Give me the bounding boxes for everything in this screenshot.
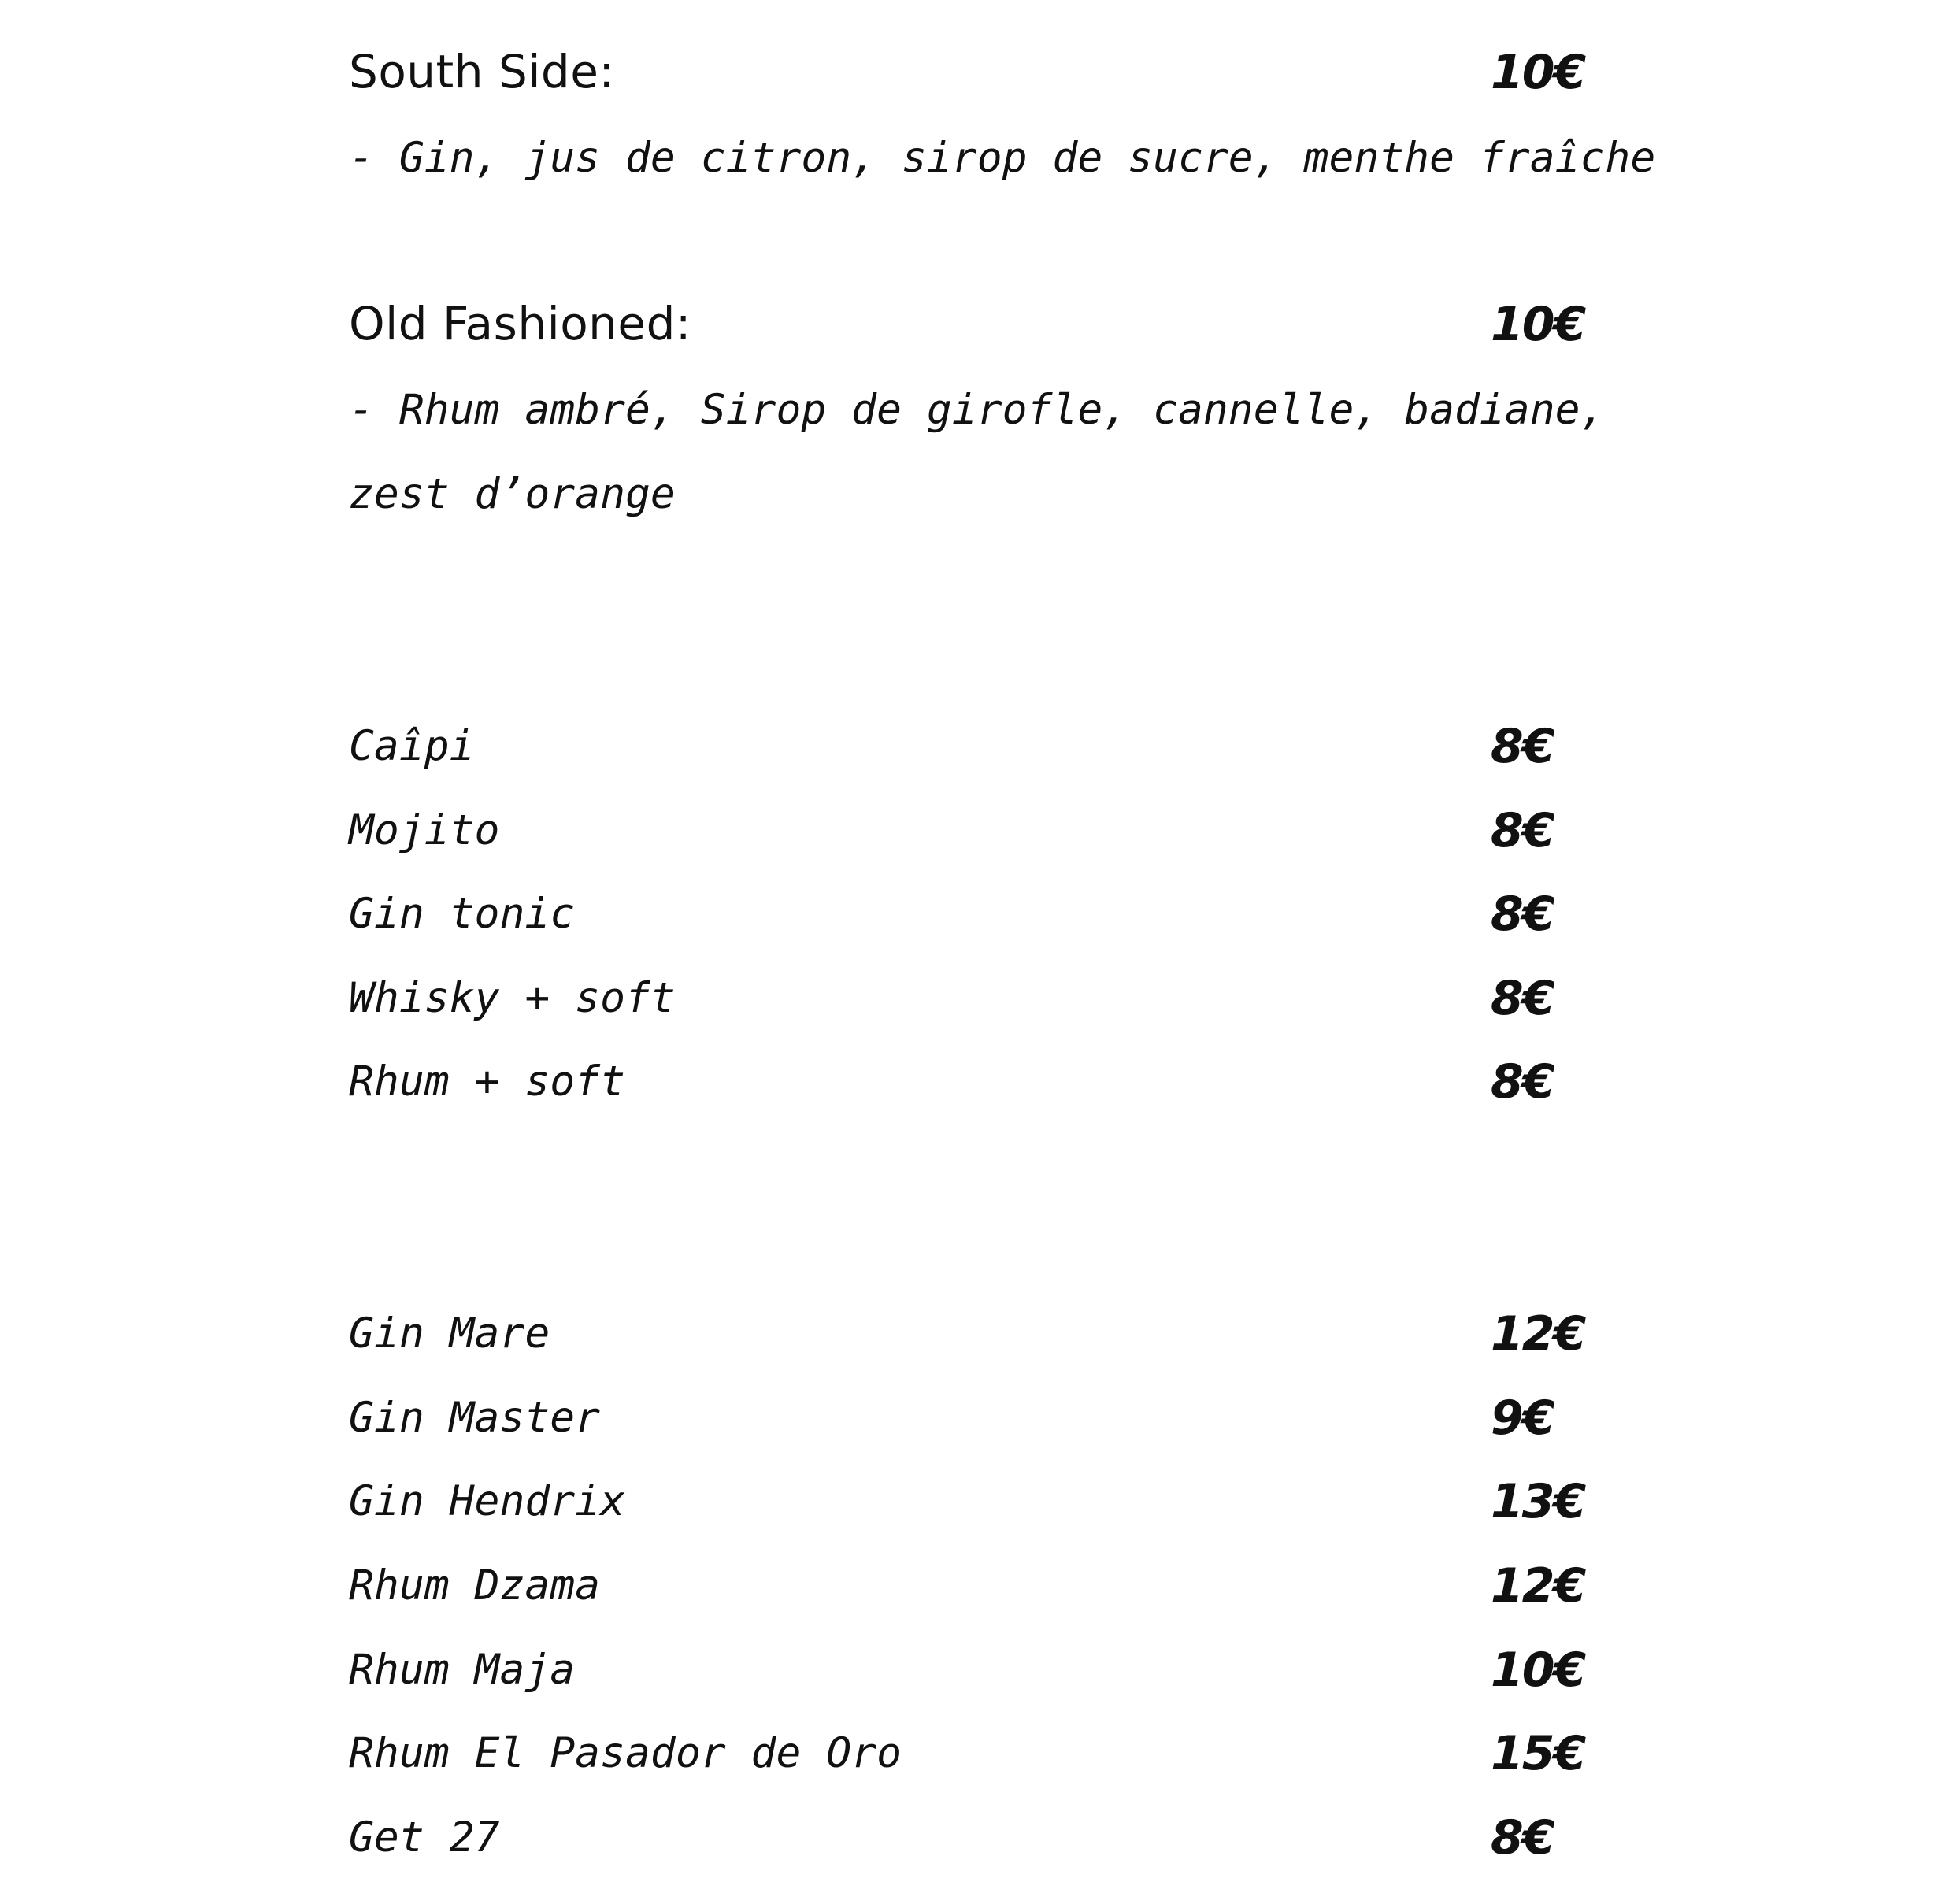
spirit-item-name: Rhum Maja — [349, 1646, 576, 1694]
classic-item-name: Whisky + soft — [349, 974, 676, 1022]
cocktail-ingredients-old-fashioned-line2: zest d’orange — [349, 470, 676, 518]
cocktail-name-south-side: South Side: — [349, 45, 615, 98]
classic-item-name: Rhum + soft — [349, 1058, 625, 1106]
spirit-item-price: 9€ — [1491, 1391, 1554, 1446]
classic-item-price: 8€ — [1491, 1054, 1554, 1109]
classic-item-name: Caîpi — [349, 722, 475, 770]
spirit-item-price: 12€ — [1491, 1306, 1585, 1361]
spirit-item-price: 8€ — [1491, 1810, 1554, 1865]
cocktail-ingredients-old-fashioned-line1: - Rhum ambré, Sirop de girofle, cannelle, badiane, — [349, 386, 1606, 434]
classic-item-price: 8€ — [1491, 719, 1554, 774]
cocktail-price-old-fashioned: 10€ — [1491, 297, 1585, 352]
spirit-item-name: Gin Master — [349, 1394, 601, 1442]
spirit-item-price: 13€ — [1491, 1474, 1585, 1529]
cocktail-ingredients-south-side: - Gin, jus de citron, sirop de sucre, menthe fraîche — [349, 134, 1656, 182]
cocktail-name-old-fashioned: Old Fashioned: — [349, 297, 691, 350]
spirit-item-name: Get 27 — [349, 1813, 500, 1862]
spirit-item-price: 15€ — [1491, 1726, 1585, 1781]
classic-item-name: Mojito — [349, 806, 500, 854]
spirit-item-name: Gin Hendrix — [349, 1477, 625, 1525]
classic-item-price: 8€ — [1491, 803, 1554, 858]
spirit-item-price: 12€ — [1491, 1558, 1585, 1613]
spirit-item-name: Gin Mare — [349, 1310, 550, 1358]
classic-item-price: 8€ — [1491, 887, 1554, 942]
spirit-item-name: Rhum Dzama — [349, 1561, 601, 1610]
spirit-item-price: 10€ — [1491, 1643, 1585, 1698]
classic-item-price: 8€ — [1491, 971, 1554, 1026]
cocktail-price-south-side: 10€ — [1491, 45, 1585, 100]
classic-item-name: Gin tonic — [349, 890, 576, 938]
spirit-item-name: Rhum El Pasador de Oro — [349, 1729, 902, 1777]
